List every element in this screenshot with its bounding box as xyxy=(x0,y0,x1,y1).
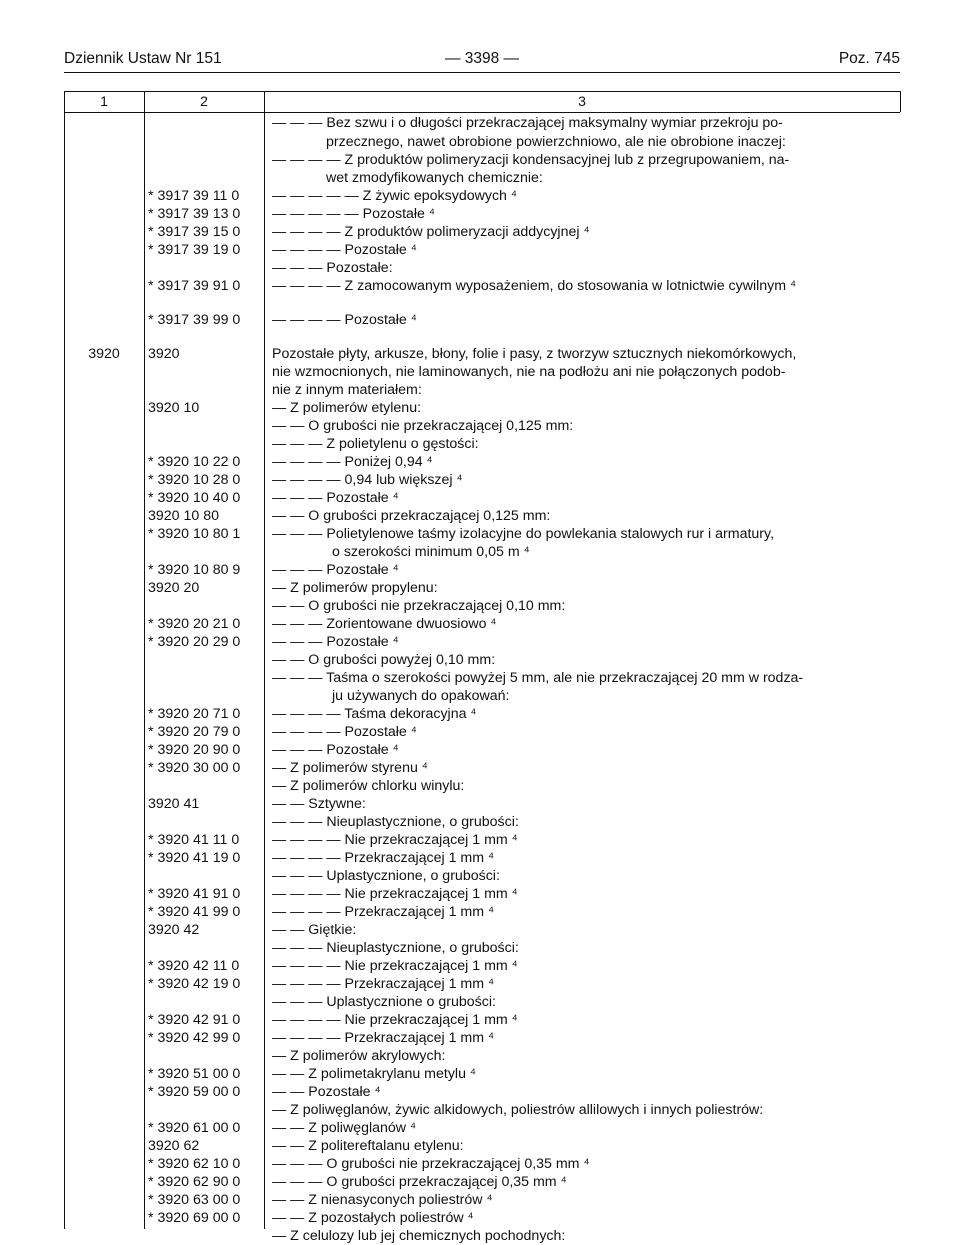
table-row xyxy=(64,1120,900,1137)
table-row xyxy=(64,1066,900,1083)
cn-code: * 3920 20 21 0 xyxy=(148,616,241,632)
description: — — — Pozostałe ⁴ xyxy=(272,634,399,650)
description: — — O grubości powyżej 0,10 mm: xyxy=(272,652,496,668)
table-row xyxy=(64,170,900,187)
cn-code: * 3920 69 00 0 xyxy=(148,1210,241,1226)
table-row xyxy=(64,526,900,543)
table-row xyxy=(64,260,900,277)
table-row xyxy=(64,634,900,651)
position-number: Poz. 745 xyxy=(838,50,900,67)
description: — — — Nieuplastycznione, o grubości: xyxy=(272,940,519,956)
table-row xyxy=(64,400,900,417)
cn-code: * 3920 20 29 0 xyxy=(148,634,241,650)
cn-code: * 3917 39 91 0 xyxy=(148,278,241,294)
table-row xyxy=(64,670,900,687)
description: — — — — — Pozostałe ⁴ xyxy=(272,206,435,222)
description: wet zmodyfikowanych chemicznie: xyxy=(326,170,543,186)
table-row xyxy=(64,1174,900,1191)
page-number: — 3398 — xyxy=(444,50,520,67)
description: — — Z polimetakrylanu metylu ⁴ xyxy=(272,1066,476,1082)
description: — — Z pozostałych poliestrów ⁴ xyxy=(272,1210,474,1226)
table-row xyxy=(64,1210,900,1227)
description: — — Giętkie: xyxy=(272,922,357,938)
description: — — — Uplastycznione, o grubości: xyxy=(272,868,500,884)
description: — Z poliwęglanów, żywic alkidowych, poliestrów allilowych i innych poliestrów: xyxy=(272,1102,764,1118)
description: — Z polimerów styrenu ⁴ xyxy=(272,760,428,776)
description: — — — — Pozostałe ⁴ xyxy=(272,724,417,740)
description: nie z innym materiałem: xyxy=(272,382,422,398)
description: ju używanych do opakowań: xyxy=(332,688,510,704)
description: przecznego, nawet obrobione powierzchniowo, ale nie obrobione inaczej: xyxy=(326,134,786,150)
cn-code: * 3920 10 80 9 xyxy=(148,562,241,578)
table-row xyxy=(64,418,900,435)
table-row xyxy=(64,850,900,867)
description: — — — Pozostałe ⁴ xyxy=(272,562,399,578)
table-row xyxy=(64,940,900,957)
table-row xyxy=(64,152,900,169)
column-header-rule xyxy=(64,112,900,113)
table-row xyxy=(64,1192,900,1209)
cn-code: * 3920 20 79 0 xyxy=(148,724,241,740)
column-header-2: 2 xyxy=(200,93,208,109)
table-row xyxy=(64,688,900,705)
description: — — — Polietylenowe taśmy izolacyjne do powlekania stalowych rur i armatury, xyxy=(272,526,775,542)
table-row xyxy=(64,616,900,633)
cn-code: * 3920 61 00 0 xyxy=(148,1120,241,1136)
table-row xyxy=(64,922,900,939)
table-row xyxy=(64,1030,900,1047)
table-row xyxy=(64,904,900,921)
table-row xyxy=(64,652,900,669)
table-row xyxy=(64,1138,900,1155)
table-row xyxy=(64,958,900,975)
table-row xyxy=(64,868,900,885)
table-row xyxy=(64,242,900,259)
cn-code: 3920 41 xyxy=(148,796,200,812)
table-row xyxy=(64,224,900,241)
cn-code: 3920 62 xyxy=(148,1138,200,1154)
cn-code: * 3920 41 11 0 xyxy=(148,832,240,848)
description: — Z polimerów propylenu: xyxy=(272,580,438,596)
cn-code: * 3920 20 90 0 xyxy=(148,742,241,758)
table-row xyxy=(64,598,900,615)
table-row xyxy=(64,994,900,1011)
cn-code: * 3920 41 99 0 xyxy=(148,904,241,920)
description: — — Z poliwęglanów ⁴ xyxy=(272,1120,417,1136)
table-row xyxy=(64,508,900,525)
description: — — — — Przekraczającej 1 mm ⁴ xyxy=(272,1030,495,1046)
description: — — — — Przekraczającej 1 mm ⁴ xyxy=(272,904,495,920)
table-row xyxy=(64,1084,900,1101)
table-row xyxy=(64,436,900,453)
cn-code: * 3920 42 99 0 xyxy=(148,1030,241,1046)
table-row xyxy=(64,382,900,399)
column-header-3: 3 xyxy=(578,93,586,109)
description: — — — Uplastycznione o grubości: xyxy=(272,994,496,1010)
page-header xyxy=(64,50,900,72)
description: — — — Z polietylenu o gęstości: xyxy=(272,436,479,452)
table-row xyxy=(64,134,900,151)
table-row xyxy=(64,544,900,561)
cn-code: * 3917 39 99 0 xyxy=(148,312,241,328)
cn-code: * 3920 10 22 0 xyxy=(148,454,241,470)
cn-code: * 3920 62 10 0 xyxy=(148,1156,241,1172)
cn-code: * 3920 10 28 0 xyxy=(148,472,241,488)
cn-code: * 3920 59 00 0 xyxy=(148,1084,241,1100)
description: — Z polimerów chlorku winylu: xyxy=(272,778,465,794)
table-row xyxy=(64,1102,900,1119)
table-row xyxy=(64,976,900,993)
description: — — — Pozostałe ⁴ xyxy=(272,742,399,758)
cn-code: * 3920 41 91 0 xyxy=(148,886,241,902)
description: — — O grubości przekraczającej 0,125 mm: xyxy=(272,508,551,524)
description: nie wzmocnionych, nie laminowanych, nie na podłożu ani nie połączonych podob- xyxy=(272,364,786,380)
description: — — — — Pozostałe ⁴ xyxy=(272,242,417,258)
description: — — Sztywne: xyxy=(272,796,366,812)
table-row xyxy=(64,312,900,329)
description: — — — — Nie przekraczającej 1 mm ⁴ xyxy=(272,958,518,974)
description: — — — — Z produktów polimeryzacji addycyjnej ⁴ xyxy=(272,224,590,240)
table-row xyxy=(64,472,900,489)
table-row xyxy=(64,886,900,903)
table-row xyxy=(64,364,900,381)
description: — Z polimerów akrylowych: xyxy=(272,1048,446,1064)
table-row xyxy=(64,778,900,795)
cn-code: 3920 10 xyxy=(148,400,200,416)
cn-code: 3920 xyxy=(148,346,180,362)
description: — — — — Przekraczającej 1 mm ⁴ xyxy=(272,850,495,866)
table-row xyxy=(64,706,900,723)
description: — — O grubości nie przekraczającej 0,125 mm: xyxy=(272,418,574,434)
description: — Z polimerów etylenu: xyxy=(272,400,422,416)
description: — — — — Nie przekraczającej 1 mm ⁴ xyxy=(272,1012,518,1028)
description: — — — Pozostałe ⁴ xyxy=(272,490,399,506)
table-row xyxy=(64,206,900,223)
table-row xyxy=(64,490,900,507)
table-top-border xyxy=(64,91,900,92)
description: — — — — Nie przekraczającej 1 mm ⁴ xyxy=(272,886,518,902)
column-header-1: 1 xyxy=(100,93,108,109)
description: — — — — Przekraczającej 1 mm ⁴ xyxy=(272,976,495,992)
description: — — — — Z produktów polimeryzacji kondensacyjnej lub z przegrupowaniem, na- xyxy=(272,152,790,168)
table-row xyxy=(64,346,900,363)
description: — — — O grubości przekraczającej 0,35 mm ⁴ xyxy=(272,1174,567,1190)
cn-code: * 3920 41 19 0 xyxy=(148,850,241,866)
description: — — Z politereftalanu etylenu: xyxy=(272,1138,464,1154)
description: — — — Nieuplastycznione, o grubości: xyxy=(272,814,519,830)
table-row xyxy=(64,724,900,741)
cn-code: 3920 10 80 xyxy=(148,508,220,524)
cn-code: * 3920 63 00 0 xyxy=(148,1192,241,1208)
table-row xyxy=(64,1048,900,1065)
table-row xyxy=(64,1228,900,1245)
table-row xyxy=(64,278,900,295)
description: — — — — Poniżej 0,94 ⁴ xyxy=(272,454,433,470)
heading-code: 3920 xyxy=(88,346,120,362)
table-row xyxy=(64,1156,900,1173)
table-row xyxy=(64,454,900,471)
cn-code: * 3917 39 13 0 xyxy=(148,206,241,222)
cn-code: * 3920 30 00 0 xyxy=(148,760,241,776)
description: — — — — Z zamocowanym wyposażeniem, do stosowania w lotnictwie cywilnym ⁴ xyxy=(272,278,797,294)
cn-code: * 3917 39 15 0 xyxy=(148,224,241,240)
description: — — — — Nie przekraczającej 1 mm ⁴ xyxy=(272,832,518,848)
cn-code: * 3920 42 91 0 xyxy=(148,1012,241,1028)
journal-title: Dziennik Ustaw Nr 151 xyxy=(64,50,222,67)
table-row xyxy=(64,188,900,205)
description: — — — Bez szwu i o długości przekraczającej maksymalny wymiar przekroju po- xyxy=(272,115,783,131)
description: — — O grubości nie przekraczającej 0,10 mm: xyxy=(272,598,566,614)
cn-code: 3920 20 xyxy=(148,580,200,596)
cn-code: * 3917 39 19 0 xyxy=(148,242,241,258)
cn-code: * 3920 51 00 0 xyxy=(148,1066,241,1082)
description: — Z celulozy lub jej chemicznych pochodnych: xyxy=(272,1228,566,1244)
description: — — Pozostałe ⁴ xyxy=(272,1084,381,1100)
table-row xyxy=(64,832,900,849)
table-row xyxy=(64,796,900,813)
description: — — — Taśma o szerokości powyżej 5 mm, ale nie przekraczającej 20 mm w rodza- xyxy=(272,670,804,686)
cn-code: 3920 42 xyxy=(148,922,200,938)
cn-code: * 3920 20 71 0 xyxy=(148,706,241,722)
cn-code: * 3920 42 11 0 xyxy=(148,958,240,974)
description: — — — — 0,94 lub większej ⁴ xyxy=(272,472,463,488)
cn-code: * 3917 39 11 0 xyxy=(148,188,240,204)
description: — — — O grubości nie przekraczającej 0,35 mm ⁴ xyxy=(272,1156,590,1172)
table-row xyxy=(64,742,900,759)
description: — — Z nienasyconych poliestrów ⁴ xyxy=(272,1192,493,1208)
description: — — — — Pozostałe ⁴ xyxy=(272,312,417,328)
cn-code: * 3920 62 90 0 xyxy=(148,1174,241,1190)
description: — — — Zorientowane dwuosiowo ⁴ xyxy=(272,616,497,632)
header-rule xyxy=(64,72,900,73)
table-row xyxy=(64,115,900,132)
description: o szerokości minimum 0,05 m ⁴ xyxy=(332,544,530,560)
cn-code: * 3920 10 80 1 xyxy=(148,526,241,542)
table-right-border xyxy=(900,91,901,112)
table-row xyxy=(64,580,900,597)
table-row xyxy=(64,814,900,831)
table-row xyxy=(64,562,900,579)
description: — — — Pozostałe: xyxy=(272,260,393,276)
table-row xyxy=(64,1012,900,1029)
description: — — — — Taśma dekoracyjna ⁴ xyxy=(272,706,477,722)
cn-code: * 3920 10 40 0 xyxy=(148,490,241,506)
description: — — — — — Z żywic epoksydowych ⁴ xyxy=(272,188,517,204)
description: Pozostałe płyty, arkusze, błony, folie i pasy, z tworzyw sztucznych niekomórkowych, xyxy=(272,346,797,362)
cn-code: * 3920 42 19 0 xyxy=(148,976,241,992)
table-row xyxy=(64,760,900,777)
